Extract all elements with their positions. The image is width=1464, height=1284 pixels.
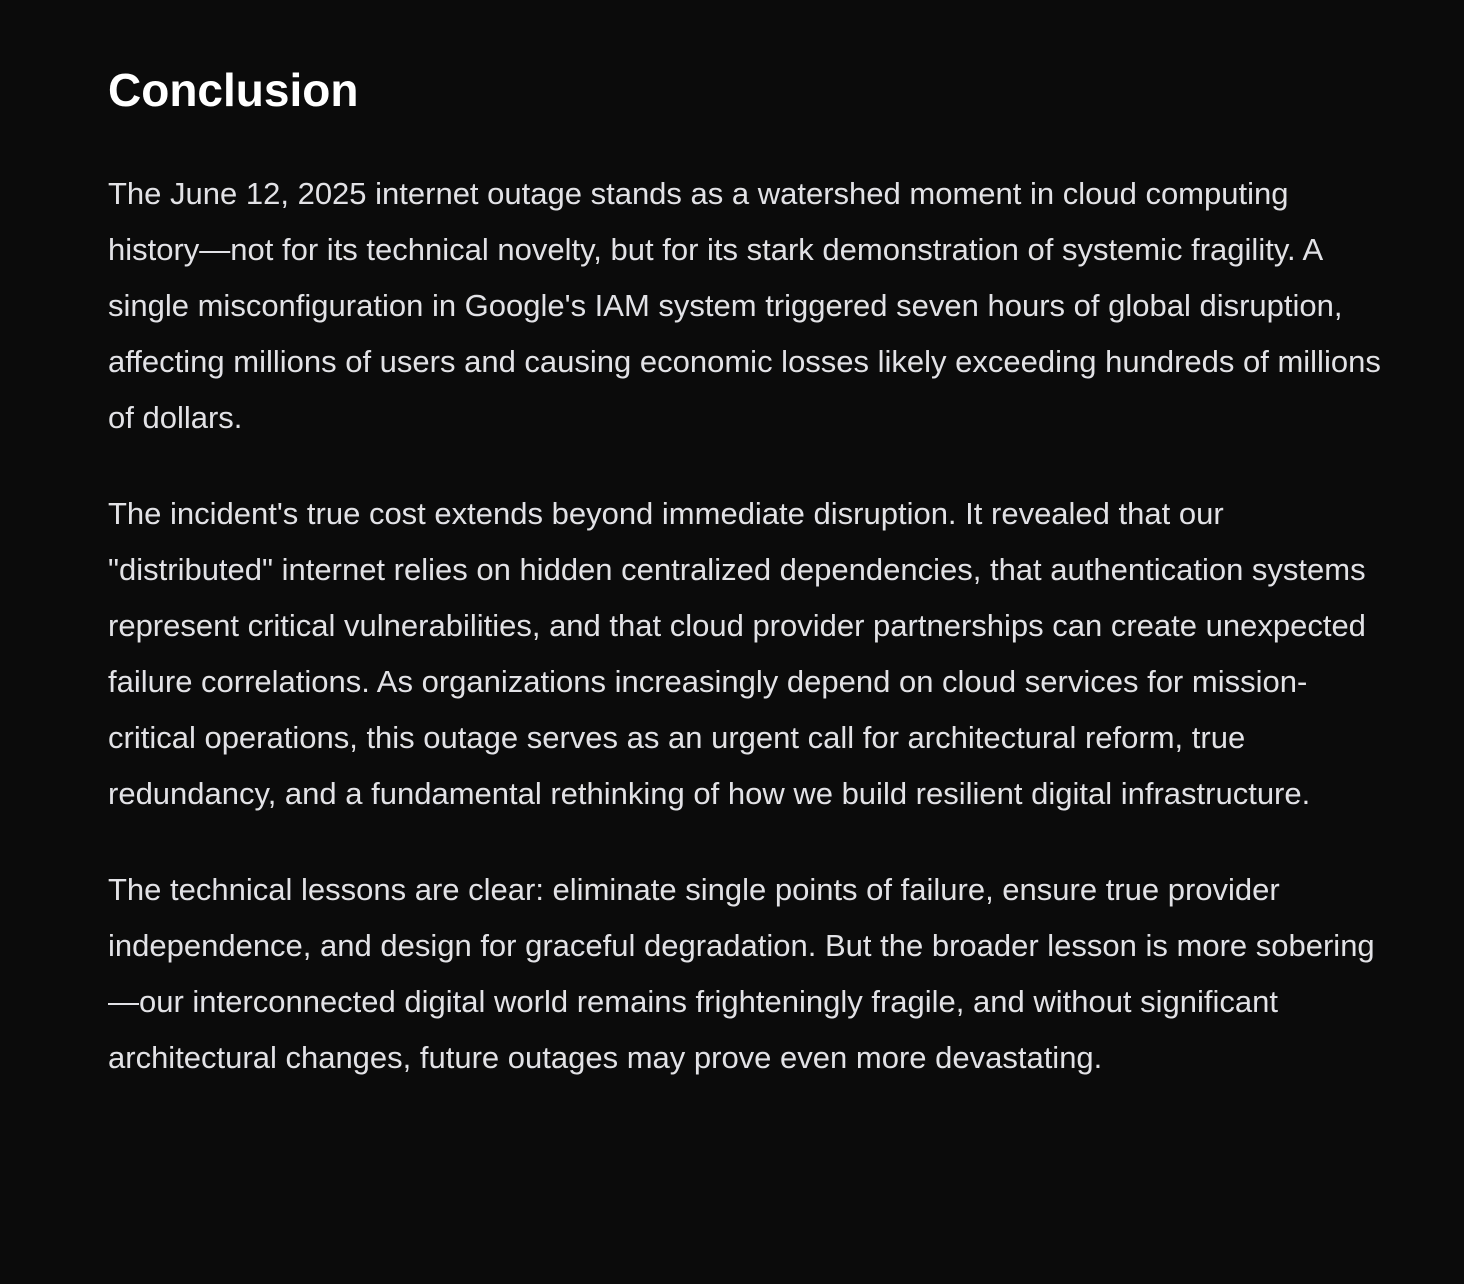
conclusion-paragraph-2: The incident's true cost extends beyond immediate disruption. It revealed that our "distributed" internet relies on hidden centralized dependencies, that authentication systems represent critical vulnerabilities, and that cloud provider partnerships can create unexpected failure correlations. As organizations increasingly depend on cloud services for mission-critical operations, this outage serves as an urgent call for architectural reform, true redundancy, and a fundamental rethinking of how we build resilient digital infrastructure. — [108, 496, 1366, 811]
section-heading: Conclusion — [108, 64, 359, 116]
conclusion-paragraph-3: The technical lessons are clear: eliminate single points of failure, ensure true provider independence, and design for graceful degradation. But the broader lesson is more sobering—our interconnected digital world remains frighteningly fragile, and without significant architectural changes, future outages may prove even more devastating. — [108, 872, 1375, 1075]
conclusion-paragraph-1: The June 12, 2025 internet outage stands as a watershed moment in cloud computing history—not for its technical novelty, but for its stark demonstration of systemic fragility. A single misconfiguration in Google's IAM system triggered seven hours of global disruption, affecting millions of users and causing economic losses likely exceeding hundreds of millions of dollars. — [108, 176, 1381, 435]
